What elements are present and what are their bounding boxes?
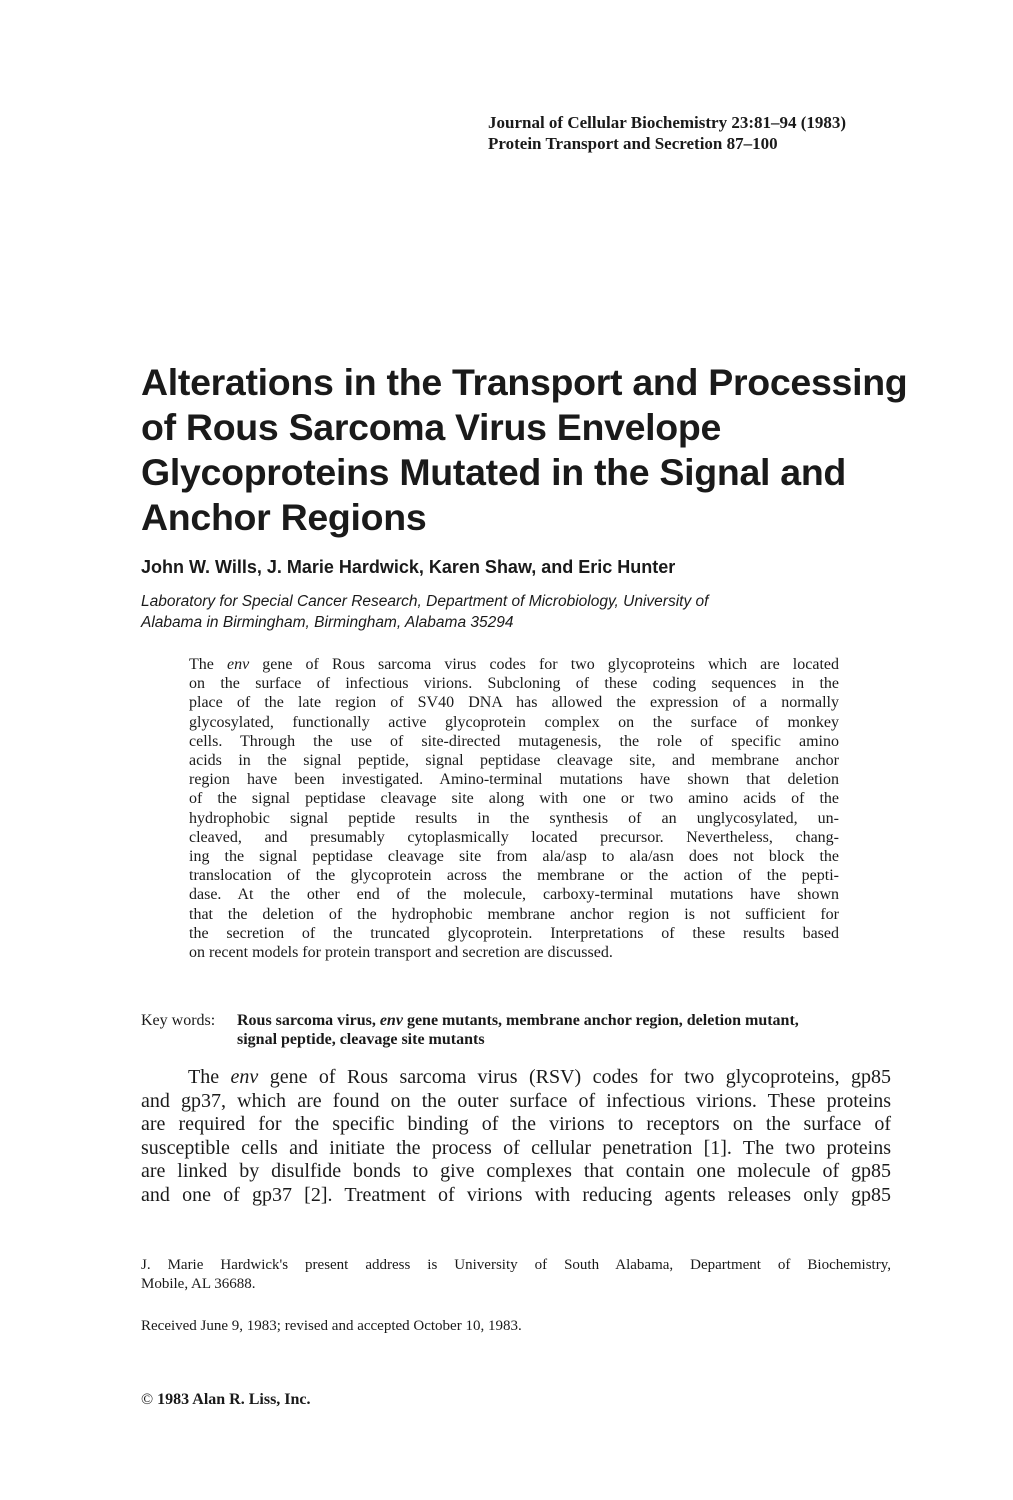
affiliation-line: Alabama in Birmingham, Birmingham, Alabama 35294 bbox=[141, 614, 514, 631]
abstract-line: on recent models for protein transport and secretion are discussed. bbox=[189, 944, 613, 962]
affiliation bbox=[141, 591, 861, 633]
body-text-span: The bbox=[188, 1066, 231, 1088]
key-words-label: Key words: bbox=[141, 1012, 216, 1029]
key-words-text: gene mutants, membrane anchor region, deletion mutant, bbox=[402, 1012, 799, 1029]
journal-citation: Journal of Cellular Biochemistry 23:81–94 (1983) bbox=[488, 113, 847, 132]
abstract-line: dase. At the other end of the molecule, carboxy-terminal mutations have shown bbox=[189, 886, 839, 904]
copyright-holder: 1983 Alan R. Liss, Inc. bbox=[157, 1391, 311, 1408]
title-line: Alterations in the Transport and Processing bbox=[141, 361, 908, 403]
gene-name: env bbox=[230, 1066, 259, 1088]
abstract-line: on the surface of infectious virions. Subcloning of these coding sequences in the bbox=[189, 675, 839, 693]
body-line: are required for the specific binding of the virions to receptors on the surface of bbox=[141, 1113, 891, 1135]
body-text bbox=[141, 1066, 891, 1207]
title-line: Anchor Regions bbox=[141, 496, 427, 538]
gene-name: env bbox=[226, 656, 250, 673]
key-words-list bbox=[237, 1011, 897, 1049]
address-footnote bbox=[141, 1256, 891, 1294]
received-footnote: Received June 9, 1983; revised and accepted October 10, 1983. bbox=[141, 1318, 522, 1334]
abstract-text: The bbox=[189, 656, 227, 673]
article-title bbox=[141, 360, 941, 540]
copyright-notice bbox=[141, 1390, 311, 1410]
body-line: are linked by disulfide bonds to give complexes that contain one molecule of gp85 bbox=[141, 1160, 891, 1182]
gene-name: env bbox=[379, 1012, 403, 1029]
title-line: Glycoproteins Mutated in the Signal and bbox=[141, 451, 847, 493]
abstract-line: region have been investigated. Amino-terminal mutations have shown that deletion bbox=[189, 771, 839, 789]
footnote-line: Mobile, AL 36688. bbox=[141, 1276, 256, 1292]
journal-header bbox=[488, 112, 846, 154]
title-line: of Rous Sarcoma Virus Envelope bbox=[141, 406, 722, 448]
series-citation: Protein Transport and Secretion 87–100 bbox=[488, 134, 778, 153]
abstract-line: place of the late region of SV40 DNA has allowed the expression of a normally bbox=[189, 694, 839, 712]
abstract-line: of the signal peptidase cleavage site along with one or two amino acids of the bbox=[189, 790, 839, 808]
body-text-span: gene of Rous sarcoma virus (RSV) codes for two glycoproteins, gp85 bbox=[258, 1066, 891, 1088]
abstract-line: ing the signal peptidase cleavage site from ala/asp to ala/asn does not block the bbox=[189, 848, 839, 866]
abstract-line: cleaved, and presumably cytoplasmically located precursor. Nevertheless, chang- bbox=[189, 828, 839, 846]
abstract-line: the secretion of the truncated glycoprotein. Interpretations of these results based bbox=[189, 924, 839, 942]
key-words-text: Rous sarcoma virus, bbox=[237, 1012, 380, 1029]
abstract-text: gene of Rous sarcoma virus codes for two glycoproteins which are located bbox=[249, 656, 839, 673]
body-line: and one of gp37 [2]. Treatment of virions with reducing agents releases only gp85 bbox=[141, 1183, 891, 1206]
key-words-line: signal peptide, cleavage site mutants bbox=[237, 1031, 485, 1048]
copyright-symbol: © bbox=[141, 1391, 158, 1408]
abstract-line: cells. Through the use of site-directed mutagenesis, the role of specific amino bbox=[189, 732, 839, 750]
key-words-line bbox=[237, 1011, 897, 1030]
body-line: susceptible cells and initiate the process of cellular penetration [1]. The two proteins bbox=[141, 1136, 891, 1159]
abstract-line: glycosylated, functionally active glycoprotein complex on the surface of monkey bbox=[189, 713, 839, 731]
abstract-line: acids in the signal peptide, signal peptidase cleavage site, and membrane anchor bbox=[189, 752, 839, 770]
footnote-line: J. Marie Hardwick's present address is University of South Alabama, Department of Biochemistry, bbox=[141, 1257, 891, 1273]
abstract-line: translocation of the glycoprotein across the membrane or the action of the pepti- bbox=[189, 867, 839, 885]
body-line: and gp37, which are found on the outer surface of infectious virions. These proteins bbox=[141, 1089, 891, 1112]
abstract-line: that the deletion of the hydrophobic membrane anchor region is not sufficient for bbox=[189, 905, 839, 923]
author-list: John W. Wills, J. Marie Hardwick, Karen Shaw, and Eric Hunter bbox=[141, 557, 676, 577]
abstract bbox=[189, 655, 839, 962]
abstract-line bbox=[189, 655, 839, 674]
body-line bbox=[141, 1066, 891, 1090]
affiliation-line: Laboratory for Special Cancer Research, Department of Microbiology, University of bbox=[141, 593, 709, 610]
abstract-line: hydrophobic signal peptide results in the synthesis of an unglycosylated, un- bbox=[189, 809, 839, 827]
